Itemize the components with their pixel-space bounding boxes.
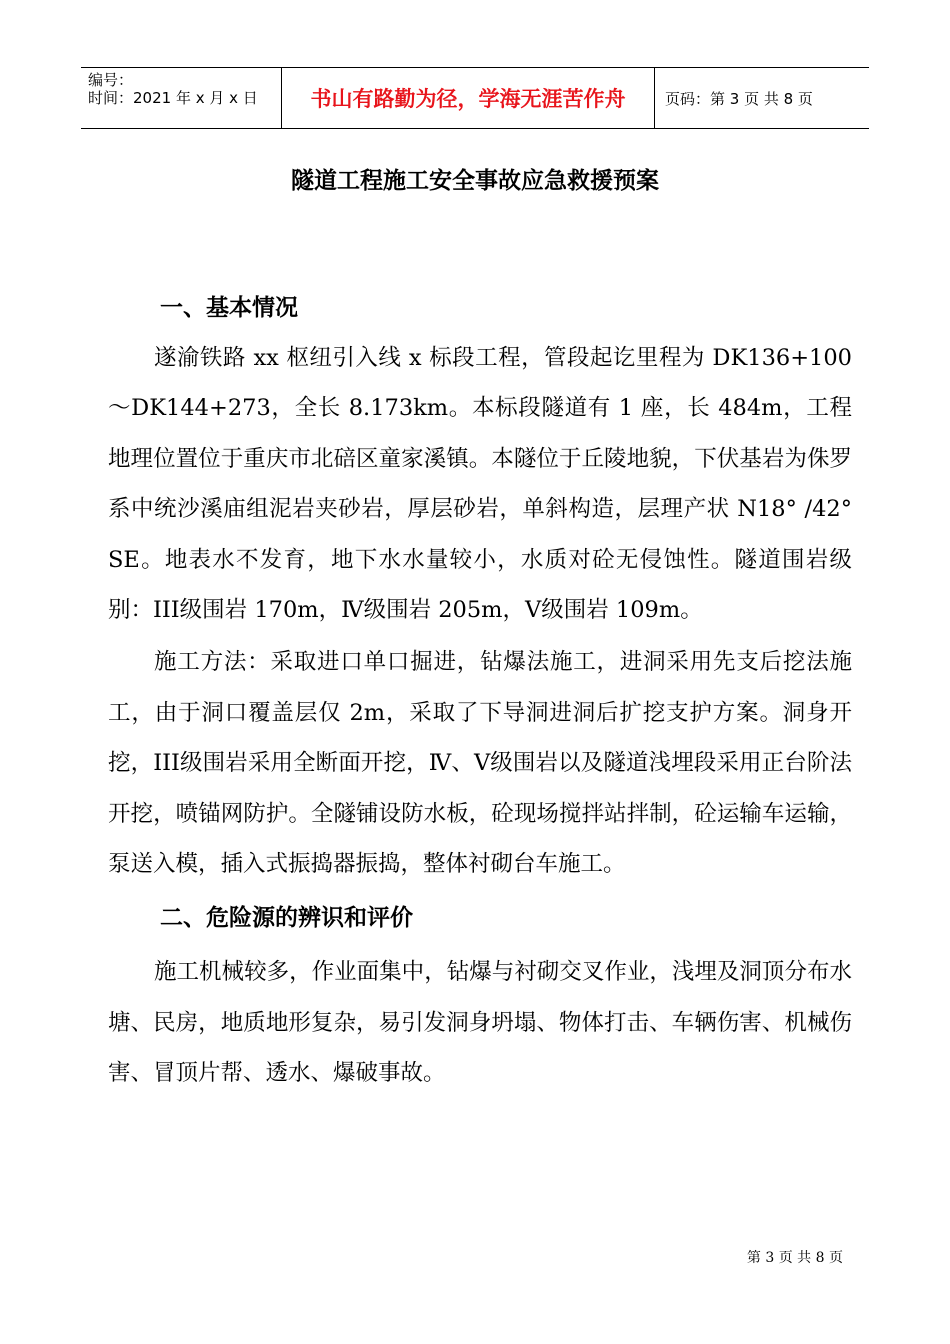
section-heading-basic-info: 一、基本情况	[160, 295, 298, 321]
page-footer-number: 第 3 页 共 8 页	[746, 1250, 843, 1266]
paragraph-project-overview: 遂渝铁路 xx 枢纽引入线 x 标段工程，管段起讫里程为 DK136+100～DK144+273，全长 8.173km。本标段隧道有 1 座，长 484m，工程地理位置位于重庆市北碚区童家溪镇。本隧位于丘陵地貌，下伏基岩为侏罗系中统沙溪庙组泥岩夹砂岩，厚层砂岩，单斜构造，层理产状 N18° /42° SE。地表水不发育，地下水水量较小，水质对砼无侵蚀性。隧道围岩级别：III级围岩 170m，Ⅳ级围岩 205m，Ⅴ级围岩 109m。	[108, 345, 852, 624]
header-motto: 书山有路勤为径，学海无涯苦作舟	[281, 68, 655, 128]
header-meta-cell	[81, 68, 281, 128]
page-header-table	[81, 67, 869, 129]
paragraph-construction-method: 施工方法：采取进口单口掘进，钻爆法施工，进洞采用先支后挖法施工，由于洞口覆盖层仅 2m，采取了下导洞进洞后扩挖支护方案。洞身开挖，III级围岩采用全断面开挖，Ⅳ、Ⅴ级围岩以及隧道浅埋段采用正台阶法开挖，喷锚网防护。全隧铺设防水板，砼现场搅拌站拌制，砼运输车运输，泵送入模，插入式振捣器振捣，整体衬砌台车施工。	[108, 649, 852, 878]
section-heading-hazard-identification: 二、危险源的辨识和评价	[160, 905, 413, 932]
document-date-label: 时间：2021 年 x 月 x 日	[88, 89, 258, 107]
document-number-label: 编号：	[88, 71, 134, 89]
header-page-info: 页码：第 3 页 共 8 页	[665, 89, 813, 108]
document-body	[108, 283, 852, 1099]
paragraph-hazard-description: 施工机械较多，作业面集中，钻爆与衬砌交叉作业，浅埋及洞顶分布水塘、民房，地质地形复杂，易引发洞身坍塌、物体打击、车辆伤害、机械伤害、冒顶片帮、透水、爆破事故。	[108, 959, 852, 1087]
document-title: 隧道工程施工安全事故应急救援预案	[291, 168, 659, 194]
